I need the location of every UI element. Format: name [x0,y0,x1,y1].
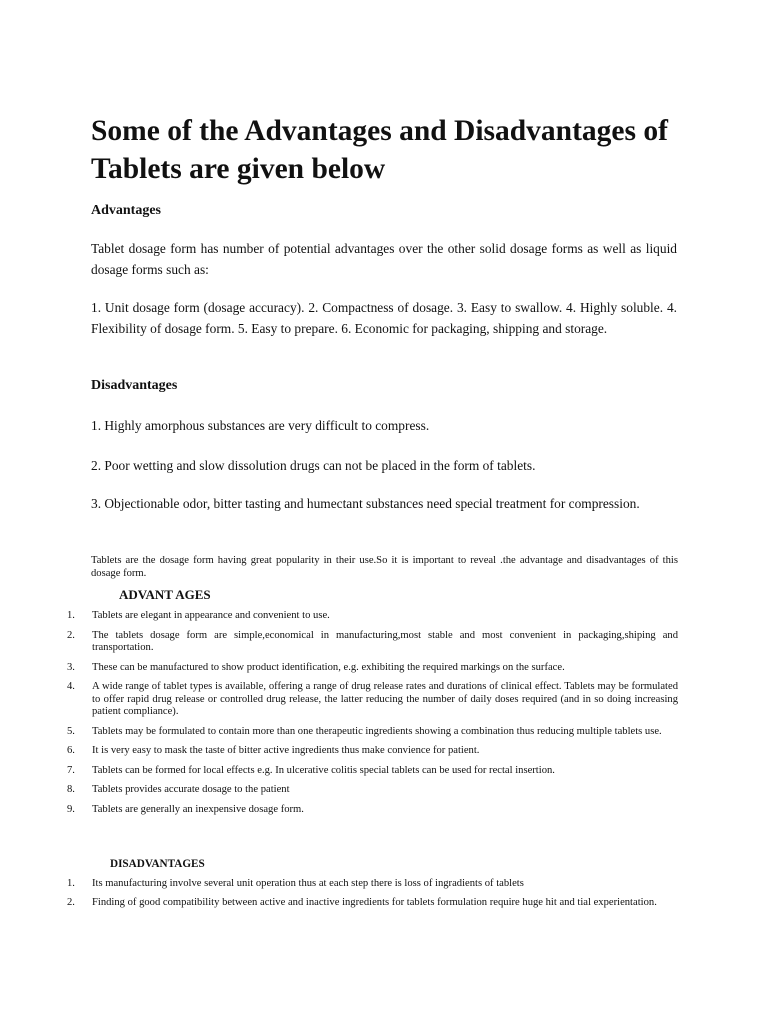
list-number: 1. [67,610,75,621]
disadvantage-item: 1. Highly amorphous substances are very difficult to compress. [91,418,430,433]
list-text: The tablets dosage form are simple,economical in manufacturing,most stable and most convenient in packaging,shiping and transportation. [92,629,678,653]
disadvantages-list [67,878,678,909]
list-item [67,610,678,623]
list-item [67,878,678,891]
list-number: 4. [67,681,75,692]
list-number: 3. [67,661,75,673]
advantages-list-heading: ADVANT AGES [119,587,211,602]
list-text: Tablets are generally an inexpensive dosage form. [92,803,304,815]
list-text: It is very easy to mask the taste of bitter active ingredients thus make convience for patient. [92,745,480,756]
list-text: A wide range of tablet types is available, offering a range of drug release rates and durations of clinical effect. Tablets may be formulated to offer rapid drug release or controlled drug release, the latter reducing the number of daily doses required (and in so doing increasing patient compliance). [92,681,678,717]
list-item [67,662,678,675]
advantages-heading: Advantages [91,203,162,218]
intro-note: Tablets are the dosage form having great popularity in their use.So it is important to reveal .the advantage and disadvantages of this dosage form. [91,555,678,579]
page-title: Some of the Advantages and Disadvantages of Tablets are given below [91,115,668,185]
disadvantages-heading: Disadvantages [91,378,178,393]
list-text: Its manufacturing involve several unit operation thus at each step there is loss of ingradients of tablets [92,878,524,889]
list-item [67,745,678,758]
disadvantages-list-heading: DISADVANTAGES [110,858,205,870]
list-number: 8. [67,784,75,795]
list-item [67,897,678,910]
intro-paragraph: Tablet dosage form has number of potential advantages over the other solid dosage forms as well as liquid dosage forms such as: [91,241,677,277]
list-number: 7. [67,764,75,776]
disadvantage-item: 3. Objectionable odor, bitter tasting and humectant substances need special treatment for compression. [91,496,640,511]
list-text: These can be manufactured to show product identification, e.g. exhibiting the required markings on the surface. [92,661,565,673]
list-text: Tablets may be formulated to contain more than one therapeutic ingredients showing a combination thus reducing multiple tablets use. [92,725,662,737]
advantages-summary: 1. Unit dosage form (dosage accuracy). 2. Compactness of dosage. 3. Easy to swallow. 4. Highly soluble. 4. Flexibility of dosage form. 5. Easy to prepare. 6. Economic for packaging, shipping and storage. [91,300,677,336]
list-number: 5. [67,725,75,737]
list-item [67,630,678,655]
list-text: Tablets can be formed for local effects e.g. In ulcerative colitis special tablets can be used for rectal insertion. [92,764,555,776]
list-item [67,765,678,778]
list-number: 9. [67,803,75,815]
list-item [67,726,678,739]
list-item [67,804,678,817]
list-number: 2. [67,629,75,641]
disadvantage-item: 2. Poor wetting and slow dissolution drugs can not be placed in the form of tablets. [91,458,536,473]
list-number: 1. [67,878,75,889]
list-item [67,681,678,719]
list-text: Tablets are elegant in appearance and convenient to use. [92,610,330,621]
list-number: 2. [67,896,75,908]
list-text: Tablets provides accurate dosage to the patient [92,784,290,795]
list-number: 6. [67,745,75,756]
advantages-list [67,610,678,816]
list-item [67,784,678,797]
list-text: Finding of good compatibility between active and inactive ingredients for tablets formulation require huge hit and tial experientation. [92,896,657,908]
